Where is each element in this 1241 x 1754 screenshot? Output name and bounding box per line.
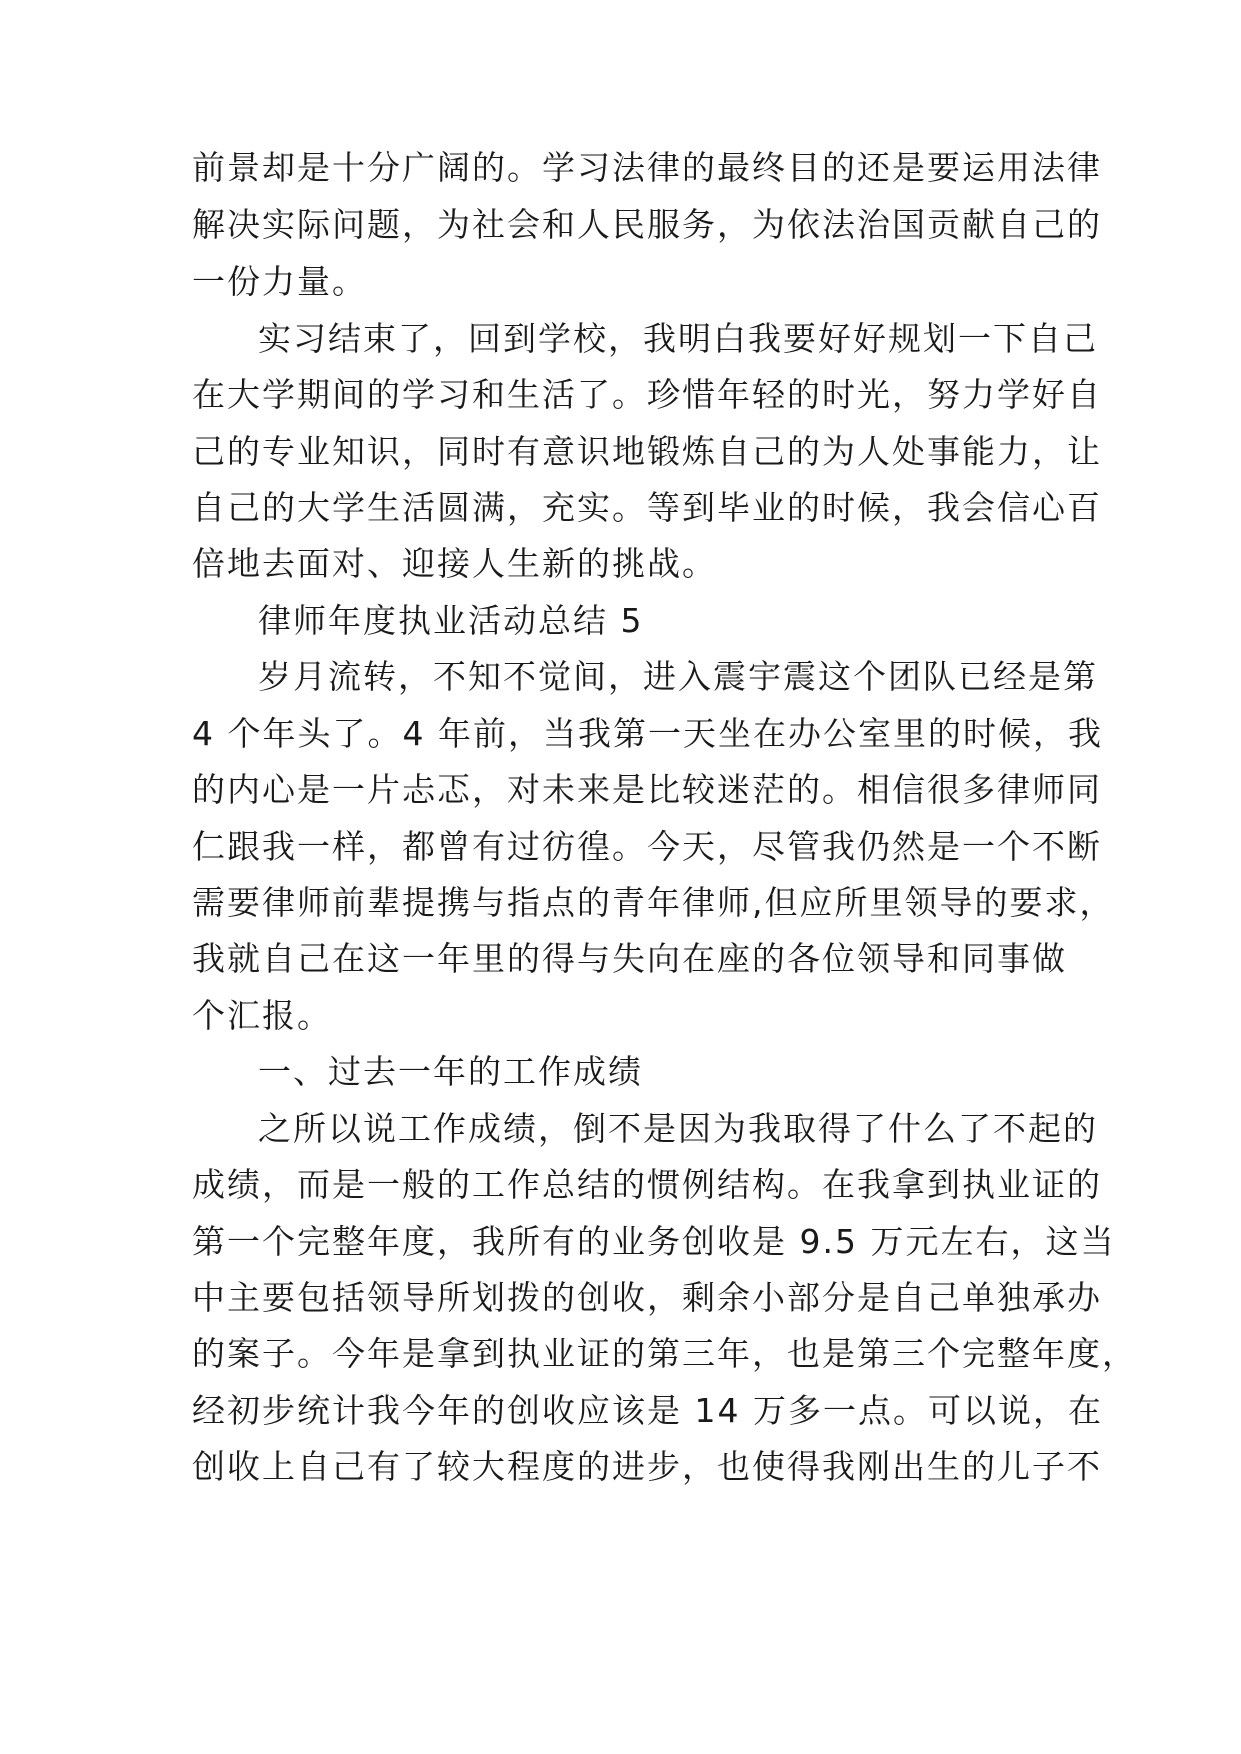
text-line: 在大学期间的学习和生活了。珍惜年轻的时光，努力学好自 — [192, 375, 1102, 414]
text-line: 一份力量。 — [192, 262, 367, 301]
text-line: 个汇报。 — [192, 996, 332, 1035]
text-line: 需要律师前辈提携与指点的青年律师,但应所里领导的要求， — [192, 883, 1115, 922]
text-line: 第一个完整年度，我所有的业务创收是 9.5 万元左右，这当 — [192, 1222, 1116, 1261]
section-heading: 律师年度执业活动总结 5 — [258, 601, 644, 640]
text-line: 创收上自己有了较大程度的进步，也使得我刚出生的儿子不 — [192, 1447, 1102, 1486]
text-line: 己的专业知识，同时有意识地锻炼自己的为人处事能力，让 — [192, 432, 1102, 471]
text-line: 倍地去面对、迎接人生新的挑战。 — [192, 544, 717, 583]
text-line: 我就自己在这一年里的得与失向在座的各位领导和同事做 — [192, 939, 1067, 978]
text-line: 自己的大学生活圆满，充实。等到毕业的时候，我会信心百 — [192, 488, 1102, 527]
text-line: 前景却是十分广阔的。学习法律的最终目的还是要运用法律 — [192, 148, 1102, 187]
subsection-heading: 一、过去一年的工作成绩 — [258, 1052, 643, 1091]
paragraph-first-line: 实习结束了，回到学校，我明白我要好好规划一下自己 — [258, 319, 1098, 358]
paragraph-first-line: 岁月流转，不知不觉间，进入震宇震这个团队已经是第 — [258, 657, 1098, 696]
text-line: 成绩，而是一般的工作总结的惯例结构。在我拿到执业证的 — [192, 1165, 1102, 1204]
paragraph-first-line: 之所以说工作成绩，倒不是因为我取得了什么了不起的 — [258, 1109, 1098, 1148]
text-line: 解决实际问题，为社会和人民服务，为依法治国贡献自己的 — [192, 205, 1102, 244]
text-line: 经初步统计我今年的创收应该是 14 万多一点。可以说，在 — [192, 1391, 1103, 1430]
text-line: 的内心是一片忐忑，对未来是比较迷茫的。相信很多律师同 — [192, 770, 1102, 809]
text-line: 仁跟我一样，都曾有过彷徨。今天，尽管我仍然是一个不断 — [192, 827, 1102, 866]
text-line: 中主要包括领导所划拨的创收，剩余小部分是自己单独承办 — [192, 1278, 1102, 1317]
text-line: 4 个年头了。4 年前，当我第一天坐在办公室里的时候，我 — [192, 714, 1103, 753]
text-line: 的案子。今年是拿到执业证的第三年，也是第三个完整年度， — [192, 1334, 1137, 1373]
